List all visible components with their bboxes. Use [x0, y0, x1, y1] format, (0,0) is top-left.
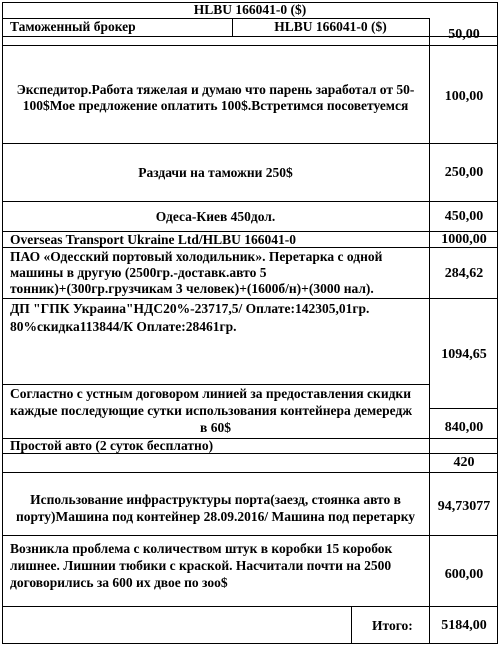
row-text-line: ДП "ГПК Украина"НДС20%-23717,5/ Оплате:142305,01гр. — [10, 301, 370, 316]
row-text-line: 80%скидка113844/К Оплате:28461гр. — [10, 319, 237, 334]
row-label: Раздачи на таможни 250$ — [138, 165, 293, 180]
grid-line — [2, 298, 498, 299]
grid-line — [2, 143, 498, 144]
grid-line — [429, 408, 498, 409]
row-label: Одеса-Киев 450дол. — [155, 209, 276, 224]
grid-line — [2, 606, 498, 607]
row-text-line: 100$Мое предложение оплатить 100$.Встретимся посоветуемся — [22, 98, 409, 113]
row-amount: 100,00 — [444, 89, 484, 104]
row-amount: 250,00 — [444, 165, 484, 180]
row-text-line: Использование инфраструктуры порта(заезд, стоянка авто в — [30, 492, 401, 507]
row-amount: 450,00 — [444, 209, 484, 224]
row-label: Таможенный брокер — [10, 19, 136, 34]
row-amount: 420 — [453, 455, 475, 470]
row-label: Overseas Transport Ukraine Ltd/HLBU 166041-0 — [10, 232, 297, 247]
grid-line — [2, 201, 498, 202]
row-text-line: порту)Машина под контейнер 28.09.2016/ Машина под перетарку — [15, 509, 416, 524]
row-amount: 1000,00 — [441, 232, 487, 247]
row-text-line: Экспедитор.Работа тяжелая и думаю что парень заработал от 50- — [16, 82, 415, 97]
grid-line — [2, 384, 429, 385]
row-text-line: Возникла проблема с количеством штук в коробки 15 коробок — [10, 541, 393, 556]
row-amount: 94,73077 — [437, 499, 491, 514]
grid-line — [2, 45, 498, 46]
row-reference: HLBU 166041-0 ($) — [274, 19, 387, 34]
row-text-line: в 60$ — [200, 420, 231, 435]
row-text-line: каждые последующие сутки использования контейнера демередж — [10, 403, 413, 418]
grid-line — [2, 535, 498, 536]
row-text-line: лишнее. Лишнии тюбики с краской. Насчитали почти на 2500 — [10, 558, 392, 573]
total-label: Итого: — [372, 618, 413, 633]
row-amount: 600,00 — [444, 567, 484, 582]
invoice-table — [2, 2, 498, 644]
row-amount: 1094,65 — [441, 347, 487, 362]
grid-line — [2, 643, 498, 644]
grid-line — [351, 606, 352, 643]
row-text-line: договорились за 600 их двое по зоо$ — [10, 575, 228, 590]
row-amount: 50,00 — [448, 27, 480, 42]
grid-line — [429, 18, 430, 644]
row-text-line: машины в другую (2500гр.-доставк.авто 5 — [10, 265, 267, 280]
document-title: HLBU 166041-0 ($) — [193, 2, 307, 17]
row-amount: 840,00 — [444, 420, 484, 435]
row-text-line: ПАО «Одесский портовый холодильник». Перетарка с одной — [10, 249, 383, 264]
row-text-line: тонник)+(300гр.грузчикам 3 человек)+(1600б/н)+(3000 нал). — [10, 281, 374, 296]
row-text-line: Согластно с устным договором линией за предоставления скидки — [10, 386, 411, 401]
row-amount: 284,62 — [444, 266, 484, 281]
total-amount: 5184,00 — [441, 618, 487, 633]
grid-line — [2, 36, 498, 37]
grid-line — [2, 472, 498, 473]
row-label: Простой авто (2 суток бесплатно) — [10, 438, 214, 453]
